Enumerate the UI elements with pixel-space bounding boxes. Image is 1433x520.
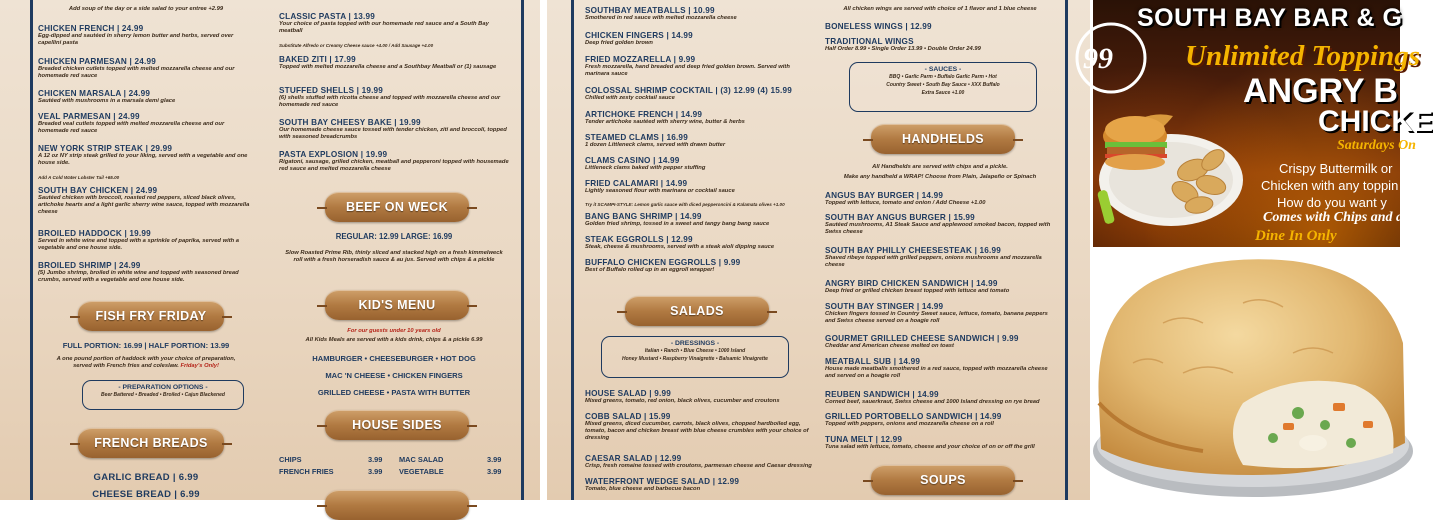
- side-name: VEGETABLE: [399, 467, 444, 476]
- promo-price: 99: [1083, 42, 1113, 75]
- item-name: GRILLED PORTOBELLO SANDWICH | 14.99: [825, 412, 1002, 421]
- menu-item-waterfront-wedge-salad: [585, 477, 813, 493]
- side-price: 3.99: [368, 455, 383, 464]
- menu-item-cheese-bread: CHEESE BREAD | 6.99: [92, 489, 200, 500]
- item-desc: Fresh mozzarella, hand breaded and deep fried golden brown. Served with marinara sauce: [585, 64, 790, 78]
- item-desc: Topped with lettuce, tomato and onion / Add Cheese +1.00: [825, 200, 986, 206]
- dressings-box: [601, 336, 789, 378]
- section-sign-cut-off: [325, 490, 469, 520]
- item-name: CAESAR SALAD | 12.99: [585, 454, 682, 463]
- item-name: SOUTH BAY CHICKEN | 24.99: [38, 186, 158, 195]
- menu-item-southbay-meatballs: [585, 6, 813, 22]
- menu-item-fried-mozzarella: [585, 55, 813, 78]
- menu-item-chicken-parmesan: [38, 57, 254, 80]
- item-desc: Deep fried or grilled chicken breast topped with lettuce and tomato: [825, 288, 1010, 294]
- item-name: TUNA MELT | 12.99: [825, 435, 903, 444]
- item-name: SOUTH BAY PHILLY CHEESESTEAK | 16.99: [825, 246, 1002, 255]
- chicken-pot-pie-photo: [1093, 253, 1400, 500]
- item-name: BANG BANG SHRIMP | 14.99: [585, 212, 702, 221]
- promo-description: [1263, 160, 1423, 211]
- item-desc: Chicken fingers tossed in Country Sweet sauce, lettuce, tomato, banana peppers and Swiss cheese served on a hoagie roll: [825, 311, 1048, 325]
- sauces-extra: Extra Sauce +1.00: [921, 90, 965, 96]
- item-name: BONELESS WINGS | 12.99: [825, 22, 932, 31]
- section-sign-salads: [625, 296, 769, 326]
- menu-item-philly-cheesesteak: [825, 246, 1055, 269]
- sauces-title: - SAUCES -: [924, 66, 962, 73]
- item-desc: Sautéed chicken with broccoli, roasted red peppers, sliced black olives, artichoke hearts and a light garlic sherry wine sauce, topped with mozzarella cheese: [38, 195, 250, 216]
- item-name: CHICKEN PARMESAN | 24.99: [38, 57, 156, 66]
- item-name: BROILED HADDOCK | 19.99: [38, 229, 151, 238]
- menu-page-dinners-pasta: [0, 0, 540, 500]
- menu-item-grilled-portobello: [825, 412, 1055, 428]
- item-name: SOUTH BAY STINGER | 14.99: [825, 302, 944, 311]
- item-name: TRADITIONAL WINGS: [825, 37, 914, 46]
- sauces-line-1: BBQ • Garlic Parm • Buffalo Garlic Parm • Hot: [889, 74, 997, 80]
- item-desc: Breaded chicken cutlets topped with melted mozzarella cheese and our homemade red sauce: [38, 66, 235, 80]
- item-desc: Rigatoni, sausage, grilled chicken, meatball and pepperoni topped with housemade red sauce and melted mozzarella cheese: [279, 159, 509, 173]
- preparation-options-box: [82, 380, 244, 410]
- page-border-left: [30, 0, 33, 500]
- item-desc: Cheddar and American cheese melted on toast: [825, 343, 954, 349]
- item-desc: Steak, cheese & mushrooms, served with a steak aioli dipping sauce: [585, 244, 775, 250]
- item-desc: Sautéed with mushrooms in a marsala demi glace: [38, 98, 176, 104]
- menu-item-cheesy-bake: [279, 118, 509, 141]
- handhelds-note-1: All Handhelds are served with chips and a pickle.: [872, 164, 1008, 170]
- item-desc: Shaved ribeye topped with grilled peppers, onions mushrooms and mozzarella cheese: [825, 255, 1042, 269]
- page-border-right: [521, 0, 524, 500]
- section-sign-fish-fry: [78, 301, 224, 331]
- fish-fry-fridays-only: Friday's Only!: [180, 363, 219, 370]
- dressings-line-1: Italian • Ranch • Blue Cheese • 1000 Island: [644, 348, 746, 354]
- section-sign-soups: [871, 465, 1015, 495]
- side-price: 3.99: [368, 467, 383, 476]
- beef-on-weck-prices: REGULAR: 12.99 LARGE: 16.99: [335, 232, 453, 241]
- item-desc: Tender artichoke sautéed with sherry wine, butter & herbs: [585, 119, 745, 125]
- menu-item-broiled-shrimp: [38, 261, 254, 284]
- dressings-title: - DRESSINGS -: [670, 340, 720, 347]
- kids-items-row-2: MAC 'N CHEESE • CHICKEN FINGERS: [325, 371, 463, 380]
- item-name: VEAL PARMESAN | 24.99: [38, 112, 140, 121]
- kids-age-note: For our guests under 10 years old: [347, 328, 441, 334]
- menu-item-boneless-wings: [825, 22, 1055, 31]
- item-name: HOUSE SALAD | 9.99: [585, 389, 671, 398]
- beef-on-weck-desc: Slow Roasted Prime Rib, thinly sliced and stacked high on a fresh kimmelweck roll with a fresh horseradish sauce & au jus. Served with chips & a pickle: [285, 250, 503, 264]
- promo-desc-line-2: Chicken with any toppin: [1261, 178, 1399, 193]
- promo-saturdays: Saturdays On: [1337, 138, 1416, 153]
- item-desc: A 12 oz NY strip steak grilled to your liking, served with a vegetable and one house side.: [38, 153, 248, 167]
- promo-unlimited-toppings: Unlimited Toppings: [1185, 40, 1421, 72]
- menu-item-caesar-salad: [585, 454, 813, 470]
- menu-item-south-bay-chicken: [38, 186, 254, 217]
- item-desc: Topped with peppers, onions and mozzarella cheese on a roll: [825, 421, 994, 427]
- dressings-line-2: Honey Mustard • Raspberry Vinaigrette • Balsamic Vinaigrette: [622, 356, 768, 362]
- item-name: CLASSIC PASTA | 13.99: [279, 12, 375, 21]
- item-desc: Tomato, blue cheese and barbecue bacon: [585, 486, 701, 492]
- kids-meal-note: All Kids Meals are served with a kids drink, chips & a pickle 6.99: [305, 337, 483, 343]
- promo-desc-line-3: How do you want y: [1277, 195, 1387, 210]
- menu-item-clams-casino: [585, 156, 813, 172]
- section-sign-french-breads: [78, 428, 224, 458]
- section-sign-house-sides: [325, 410, 469, 440]
- item-desc: Breaded veal cutlets topped with melted mozzarella cheese and our homemade red sauce: [38, 121, 225, 135]
- menu-item-bang-bang-shrimp: [585, 212, 813, 228]
- item-desc: Egg-dipped and sautéed in sherry lemon butter and herbs, served over capellini pasta: [38, 33, 234, 47]
- promo-angry-heading: ANGRY B: [1243, 72, 1398, 110]
- item-name: SOUTH BAY CHEESY BAKE | 19.99: [279, 118, 421, 127]
- item-desc: Mixed greens, tomato, red onion, black olives, cucumber and croutons: [585, 398, 780, 404]
- menu-item-south-bay-stinger: [825, 302, 1055, 325]
- item-desc: Tuna salad with lettuce, tomato, cheese and your choice of on or off the grill: [825, 444, 1035, 450]
- menu-item-steamed-clams: [585, 133, 813, 149]
- section-title-kids-menu: KID'S MENU: [358, 298, 436, 312]
- prep-options-list: Beer Battered • Breaded • Broiled • Cajun Blackened: [101, 392, 225, 398]
- prep-options-title: - PREPARATION OPTIONS -: [118, 384, 208, 391]
- menu-item-chicken-marsala: [38, 89, 254, 105]
- promo-dine-in-only: Dine In Only: [1255, 228, 1337, 244]
- fish-fry-desc-text: A one pound portion of haddock with your choice of preparation, served with French fries and coleslaw.: [56, 356, 236, 370]
- item-name: FRIED MOZZARELLA | 9.99: [585, 55, 696, 64]
- item-desc: Half Order 8.99 • Single Order 13.99 • Double Order 24.99: [825, 46, 981, 52]
- item-desc: Deep fried golden brown: [585, 40, 653, 46]
- item-desc: 1 dozen Littleneck clams, served with drawn butter: [585, 142, 726, 148]
- item-desc: Lightly seasoned flour with marinara or cocktail sauce: [585, 188, 735, 194]
- side-price: 3.99: [487, 467, 502, 476]
- item-name: CHICKEN FINGERS | 14.99: [585, 31, 693, 40]
- menu-item-pasta-explosion: [279, 150, 509, 173]
- scampi-style-note: Try it SCAMPI-STYLE: Lemon garlic sauce with diced pepperoncini & Kalamata olives +1.00: [585, 202, 785, 207]
- page-border-left: [571, 0, 574, 500]
- side-name: FRENCH FRIES: [279, 467, 334, 476]
- menu-item-colossal-shrimp-cocktail: [585, 86, 813, 102]
- menu-item-tuna-melt: [825, 435, 1055, 451]
- sauces-line-2: Country Sweet • South Bay Sauce • XXX Buffalo: [886, 82, 1000, 88]
- menu-item-traditional-wings: [825, 37, 1055, 53]
- angry-bird-promo-poster: [1083, 0, 1433, 247]
- sandwich-plate-illustration: [1097, 114, 1243, 226]
- menu-item-steak-eggrolls: [585, 235, 813, 251]
- section-title-salads: SALADS: [670, 304, 724, 318]
- menu-item-garlic-bread: GARLIC BREAD | 6.99: [93, 472, 199, 483]
- item-name: FRIED CALAMARI | 14.99: [585, 179, 688, 188]
- menu-item-baked-ziti: [279, 55, 509, 71]
- item-desc: Topped with melted mozzarella cheese and a Southbay Meatball or (1) sausage: [279, 64, 497, 70]
- lobster-tail-note: Add A Cold Water Lobster Tail +65.00: [38, 175, 120, 180]
- promo-chicken-heading: CHICKE: [1318, 105, 1433, 138]
- promo-comes-with: Comes with Chips and a: [1263, 210, 1404, 225]
- menu-item-ny-strip-steak: [38, 144, 254, 167]
- menu-item-chicken-french: [38, 24, 254, 47]
- fish-fry-prices: FULL PORTION: 16.99 | HALF PORTION: 13.99: [62, 341, 230, 350]
- item-desc: Golden fried shrimp, tossed in a sweet and tangy bang bang sauce: [585, 221, 770, 227]
- item-desc: Smothered in red sauce with melted mozzarella cheese: [585, 15, 737, 21]
- wings-note: All chicken wings are served with choice of 1 flavor and 1 blue cheese: [843, 6, 1037, 12]
- promo-venue-title: SOUTH BAY BAR & G: [1137, 4, 1403, 32]
- item-name: ANGUS BAY BURGER | 14.99: [825, 191, 944, 200]
- menu-item-angus-bay-burger: [825, 191, 1055, 207]
- pot-pie-illustration: [1093, 253, 1400, 500]
- menu-item-broiled-haddock: [38, 229, 254, 252]
- item-desc: (6) shells stuffed with ricotta cheese and topped with mozzarella cheese and our homemade red sauce: [279, 95, 501, 109]
- menu-item-gourmet-grilled-cheese: [825, 334, 1055, 350]
- side-name: MAC SALAD: [399, 455, 444, 464]
- item-desc: Mixed greens, diced cucumber, carrots, black olives, chopped hardboiled egg, tomato, bacon and chicken breast with blue cheese crumbles with your choice of dressing: [585, 421, 809, 442]
- item-name: MEATBALL SUB | 14.99: [825, 357, 921, 366]
- kids-items-row-1: HAMBURGER • CHEESEBURGER • HOT DOG: [312, 354, 476, 363]
- fish-fry-desc: [38, 356, 254, 370]
- section-title-french-breads: FRENCH BREADS: [94, 436, 208, 450]
- item-name: GOURMET GRILLED CHEESE SANDWICH | 9.99: [825, 334, 1019, 343]
- side-price: 3.99: [487, 455, 502, 464]
- item-desc: Littleneck clams baked with pepper stuffing: [585, 165, 706, 171]
- menu-item-buffalo-chicken-eggrolls: [585, 258, 813, 274]
- item-name: BUFFALO CHICKEN EGGROLLS | 9.99: [585, 258, 741, 267]
- menu-item-meatball-sub: [825, 357, 1055, 380]
- item-desc: (5) Jumbo shrimp, broiled in white wine and topped with seasoned bread crumbs, served with a vegetable and one house side.: [38, 270, 239, 284]
- item-name: BROILED SHRIMP | 24.99: [38, 261, 141, 270]
- item-name: CLAMS CASINO | 14.99: [585, 156, 680, 165]
- section-sign-handhelds: [871, 124, 1015, 154]
- item-name: SOUTH BAY ANGUS BURGER | 15.99: [825, 213, 975, 222]
- item-name: STUFFED SHELLS | 19.99: [279, 86, 384, 95]
- item-name: SOUTHBAY MEATBALLS | 10.99: [585, 6, 715, 15]
- item-name: REUBEN SANDWICH | 14.99: [825, 390, 939, 399]
- menu-item-reuben-sandwich: [825, 390, 1055, 406]
- menu-item-classic-pasta: [279, 12, 509, 35]
- section-title-fish-fry: FISH FRY FRIDAY: [95, 309, 207, 323]
- item-name: NEW YORK STRIP STEAK | 29.99: [38, 144, 173, 153]
- menu-item-fried-calamari: [585, 179, 813, 195]
- item-name: BAKED ZITI | 17.99: [279, 55, 356, 64]
- page-border-right: [1065, 0, 1068, 500]
- menu-item-angry-bird-chicken-sandwich: [825, 279, 1055, 295]
- item-desc: House made meatballs smothered in a red sauce, topped with mozzarella cheese and served on a hoagie roll: [825, 366, 1048, 380]
- item-name: ARTICHOKE FRENCH | 14.99: [585, 110, 703, 119]
- item-desc: Chilled with zesty cocktail sauce: [585, 95, 675, 101]
- promo-desc-line-1: Crispy Buttermilk or: [1279, 161, 1393, 176]
- pasta-substitute-note: Substitute Alfredo or Creamy Cheese sauce +4.00 / Add Sausage +4.00: [279, 43, 434, 48]
- item-name: STEAK EGGROLLS | 12.99: [585, 235, 693, 244]
- item-desc: Corned beef, sauerkraut, Swiss cheese and 1000 Island dressing on rye bread: [825, 399, 1040, 405]
- item-name: CHICKEN MARSALA | 24.99: [38, 89, 151, 98]
- menu-item-south-bay-angus-burger: [825, 213, 1055, 236]
- item-desc: Served in white wine and topped with a sprinkle of paprika, served with a vegetable and one house side.: [38, 238, 240, 252]
- side-name: CHIPS: [279, 455, 302, 464]
- menu-item-cobb-salad: [585, 412, 813, 443]
- item-name: ANGRY BIRD CHICKEN SANDWICH | 14.99: [825, 279, 998, 288]
- menu-item-stuffed-shells: [279, 86, 509, 109]
- item-name: CHICKEN FRENCH | 24.99: [38, 24, 144, 33]
- section-title-house-sides: HOUSE SIDES: [352, 418, 442, 432]
- menu-item-house-salad: [585, 389, 813, 405]
- handhelds-note-2: Make any handheld a WRAP! Choose from Plain, Jalapeño or Spinach: [843, 174, 1037, 180]
- item-name: COLOSSAL SHRIMP COCKTAIL | (3) 12.99 (4) 15.99: [585, 86, 792, 95]
- soup-side-note: Add soup of the day or a side salad to your entree +2.99: [68, 6, 224, 12]
- item-desc: Crisp, fresh romaine tossed with croutons, parmesan cheese and Caesar dressing: [585, 463, 812, 469]
- menu-item-artichoke-french: [585, 110, 813, 126]
- section-title-beef-on-weck: BEEF ON WECK: [345, 200, 449, 214]
- item-desc: Best of Buffalo rolled up in an eggroll wrapper!: [585, 267, 715, 273]
- section-sign-kids-menu: [325, 290, 469, 320]
- section-title-handhelds: HANDHELDS: [901, 132, 985, 146]
- menu-page-appetizers-handhelds: [547, 0, 1090, 500]
- menu-item-veal-parmesan: [38, 112, 254, 135]
- sauces-box: [849, 62, 1037, 112]
- item-desc: Your choice of pasta topped with our homemade red sauce and a South Bay meatball: [279, 21, 489, 35]
- item-name: PASTA EXPLOSION | 19.99: [279, 150, 388, 159]
- section-title-soups: SOUPS: [920, 473, 966, 487]
- item-desc: Our homemade cheese sauce tossed with tender chicken, ziti and broccoli, topped with seasoned breadcrumbs: [279, 127, 507, 141]
- item-desc: Sautéed mushrooms, A1 Steak Sauce and applewood smoked bacon, topped with Swiss cheese: [825, 222, 1051, 236]
- kids-items-row-3: GRILLED CHEESE • PASTA WITH BUTTER: [317, 388, 471, 397]
- menu-item-chicken-fingers: [585, 31, 813, 47]
- item-name: STEAMED CLAMS | 16.99: [585, 133, 688, 142]
- item-name: COBB SALAD | 15.99: [585, 412, 671, 421]
- section-sign-beef-on-weck: [325, 192, 469, 222]
- item-name: WATERFRONT WEDGE SALAD | 12.99: [585, 477, 740, 486]
